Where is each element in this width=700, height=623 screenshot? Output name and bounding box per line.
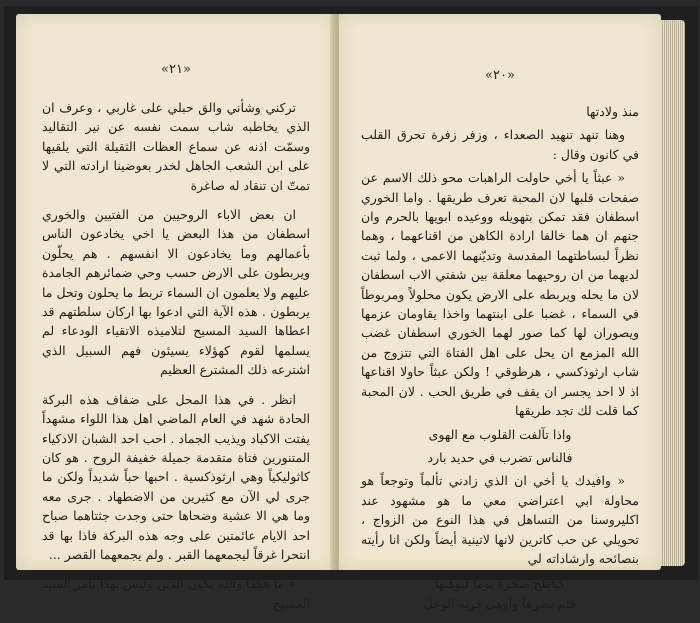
paragraph: « وافيدك يا أخي ان الذي زادني تألماً وتوجعاً هو محاولة ابي اعتراضي معي ما هو مشهود عند اكليروسنا من التساهل في هذا النوع من الزواج ، تحويلي عن حب كاترين لانها لاتينية أيضاً ولكن انا رأيته بنصائحه وارشاداته لي (361, 473, 639, 566)
verse-line: فالناس تضرب في حديد بارد (427, 449, 573, 465)
paragraph: ان بعض الاباء الروحيين من الفتيين والخوري اسطفان من هذا البعض يا اخي يخادعون الناس بأعمالهم وما يخادعون الا انفسهم . هم يحلّون ويربطون على الارض حسب وحي ضمائرهم الجامدة عليهم ولا يعلمون ان السماء تربط ما يحلون وتحل ما يربطون . هذه الآية التي ادعوا بها اركان سلطتهم قد اعطاها السيد المسيح لتلاميذه الاتقياء الودعاء لم يسلمها لقوم كهؤلاء يسيئون فهم السبيل الذي اشترعه ذلك المشترع العظيم (42, 207, 310, 378)
verse-line: واذا تآلفت القلوب مع الهوى (428, 426, 572, 442)
verse-hemistich: فلم يضرها وأوهى قرنه الوعل (423, 595, 577, 611)
paragraph: انظر . في هذا المحل على ضفاف هذه البركة الحادة شهد في العام الماضي اهل هذا اللواء مشهداً يفتت الاكباد ويذيب الجماد . احب احد الشبان الاذكياء المتنورين فتاة متقدمة جميلة خفيفة الروح . هو كان كاثوليكياً وهي ارثوذكسية . احبها حباً شديداً ولكن ما جرى لي الآن مع كثيرين من الاضطهاد . جرى معه وما هي الا عشية وضحاها حتى وجدت جثتاهما صباح احد الايام عائمتين على وجه هذه البركة فاذا بها قد انتحرا غرقاً ليجمعهما القبر . ولم يجمعهما القصر ... (42, 391, 310, 562)
paragraph: « ما هكذا والله يكون الدين وليس بهذا يأمر السيد المسيح (42, 576, 310, 611)
intro-line: منذ ولادتها (586, 104, 639, 119)
paragraph: وهنا تنهد تنهيد الصعداء ، وزفر زفرة تحرق القلب في كانون وقال : (361, 127, 639, 162)
right-page-text (361, 102, 639, 613)
open-book (4, 6, 698, 611)
left-page-text (42, 98, 310, 623)
paragraph: تركني وشأني والق حبلي على غاربي ، وعرف ان الذي يخاطبه شاب سمت نفسه عن نير التقاليد وسمّت اذنه عن سماع العظات الثقيلة التي يلقيها على ابن الشعب الجاهل لخدر بعوضينا ارادته التي لا تمتّ ان تنقاد له صاغرة (42, 100, 310, 193)
left-page (16, 14, 336, 611)
right-page (339, 14, 661, 611)
left-page-number: «٢١» (161, 62, 191, 77)
verse-couplet (361, 574, 639, 613)
page-edges (661, 20, 685, 566)
right-page-number: «٢٠» (485, 68, 515, 83)
verse-hemistich: كناطح صخرة يوماً ليوهنها (434, 576, 565, 592)
paragraph: « عبثاً يا أخي حاولت الراهبات محو ذلك الاسم عن صفحات قلبها لان المحبة تعرف طريقها . واما الخوري اسطفان فقد تمكن بتهويله ووعيده ابويها بالحرم وان جنهم ان هما خالفا ارادة الكاهن من اقناعهما ، وهما نظراً لبساطتهما المقدسة وتديّنهما الاعمى ، ولما ثبت لديهما من ان روحيهما معلقة بين شفتي الاب اسطفان لان ما يحله ويربطه على الارض يكون محلولاً ومربوطاً في السماء ، غضبا على ابنتهما واخذا يقاومان عزمها ويصوران لها كما صور لهما الخوري اسطفان غضب الله المزمع ان يحل على اهل الفتاة التي تتزوج من شاب ارثوذكسي ، هرطوقي ! ولكن عبثاً حاولا اقناعها اذ لا احد يجسر ان يقف في طريق الحب . لان المحبة كما قلت لك تجد طريقها (361, 170, 639, 419)
